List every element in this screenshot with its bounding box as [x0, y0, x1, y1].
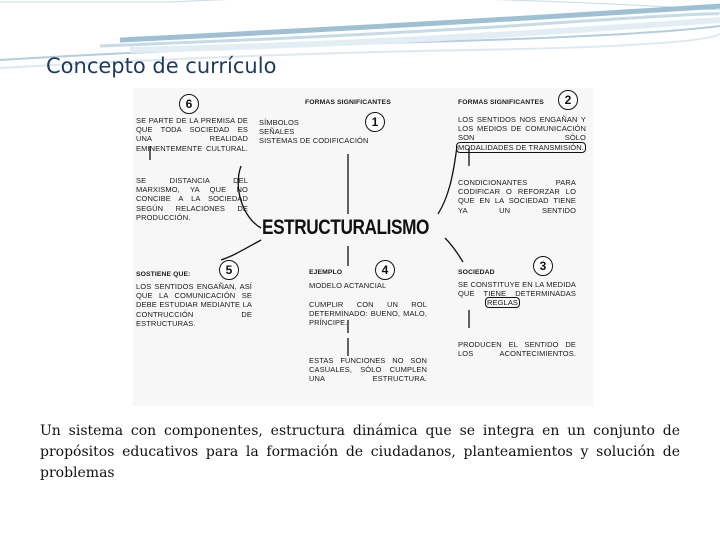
- node-2-heading: FORMAS SIGNIFICANTES: [458, 99, 544, 106]
- node-2-text-senses: LOS SENTIDOS NOS ENGAÑAN Y LOS MEDIOS DE COMUNICACIÓN SON SÓLO: [458, 115, 586, 143]
- node-1-heading: FORMAS SIGNIFICANTES: [305, 99, 391, 106]
- node-6-text-premise: SE PARTE DE LA PREMISA DE QUE TODA SOCIEDAD ES UNA REALIDAD EMINENTEMENTE CULTURAL.: [136, 116, 248, 153]
- node-5-number: 5: [219, 260, 239, 280]
- node-2-boxed-transmission: MODALIDADES DE TRANSMISIÓN.: [458, 143, 584, 152]
- center-label: ESTRUCTURALISMO: [262, 216, 430, 239]
- node-1-item-codification: SISTEMAS DE CODIFICACIÓN: [259, 136, 369, 145]
- node-3-heading: SOCIEDAD: [458, 269, 495, 276]
- node-4-text-functions: ESTAS FUNCIONES NO SON CASUALES, SÓLO CUMPLEN UNA ESTRUCTURA.: [309, 356, 427, 384]
- node-4-text-role: CUMPLIR CON UN ROL DETERMINADO: BUENO, MALO, PRÍNCIPE.: [309, 300, 427, 328]
- node-1-item-signals: SEÑALES: [259, 127, 295, 136]
- node-3-text-meaning: PRODUCEN EL SENTIDO DE LOS ACONTECIMIENTOS.: [458, 340, 576, 359]
- slide-caption: Un sistema con componentes, estructura dinámica que se integra en un conjunto de propósitos educativos para la formación de ciudadanos, planteamientos y solución de problemas: [40, 423, 680, 481]
- slide-title: Concepto de currículo: [46, 54, 277, 78]
- node-6-number: 6: [179, 94, 199, 114]
- node-4-number: 4: [375, 260, 395, 280]
- node-2-text-conditioners: CONDICIONANTES PARA CODIFICAR O REFORZAR LO QUE EN LA SOCIEDAD TIENE YA UN SENTIDO: [458, 178, 576, 215]
- node-3-number: 3: [533, 256, 553, 276]
- node-1-number: 1: [365, 112, 385, 132]
- node-4-heading: EJEMPLO: [309, 269, 343, 276]
- structuralism-diagram: [133, 88, 593, 406]
- node-6-text-marxism: SE DISTANCIA DEL MARXISMO, YA QUE NO CONCIBE A LA SOCIEDAD SEGÚN RELACIONES DE PRODUCCIÓN.: [136, 176, 248, 222]
- node-2-number: 2: [558, 90, 578, 110]
- node-4-text-model: MODELO ACTANCIAL: [309, 281, 387, 290]
- node-5-text: LOS SENTIDOS ENGAÑAN, ASÍ QUE LA COMUNICACIÓN SE DEBE ESTUDIAR MEDIANTE LA CONTRUCCIÓN DE ESTRUCTURAS.: [136, 282, 252, 328]
- node-1-item-symbols: SÍMBOLOS: [259, 118, 299, 127]
- node-3-boxed-rules: REGLAS: [487, 298, 519, 307]
- node-3-text-society: SE CONSTITUYE EN LA MEDIDA QUE TIENE DETERMINADAS: [458, 280, 576, 299]
- node-5-heading: SOSTIENE QUE:: [136, 271, 191, 278]
